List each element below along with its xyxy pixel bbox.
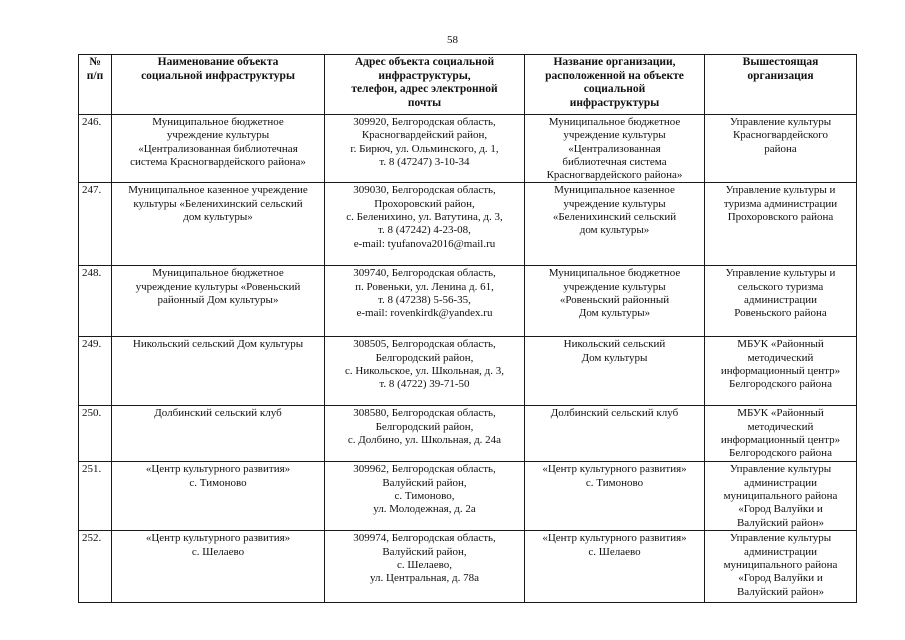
parent-organization-cell: Управление культуры и туризма администрации Прохоровского района: [705, 183, 857, 266]
table-header-row: [79, 55, 857, 115]
page-number: 58: [447, 34, 458, 46]
row-number: 250.: [79, 406, 112, 462]
row-number: 248.: [79, 266, 112, 337]
table-row: [79, 337, 857, 406]
organization-cell: Муниципальное бюджетное учреждение культуры «Ровеньский районный Дом культуры»: [525, 266, 705, 337]
organization-cell: Долбинский сельский клуб: [525, 406, 705, 462]
table-row: [79, 531, 857, 603]
parent-organization-cell: Управление культуры и сельского туризма администрации Ровеньского района: [705, 266, 857, 337]
address-cell: 308580, Белгородская область, Белгородский район, с. Долбино, ул. Школьная, д. 24а: [325, 406, 525, 462]
table-row: [79, 115, 857, 183]
header-number: № п/п: [79, 55, 112, 115]
parent-organization-cell: МБУК «Районный методический информационный центр» Белгородского района: [705, 337, 857, 406]
table-row: [79, 266, 857, 337]
address-cell: 309920, Белгородская область, Красногвардейский район, г. Бирюч, ул. Ольминского, д. 1, т. 8 (47247) 3-10-34: [325, 115, 525, 183]
table-row: [79, 462, 857, 531]
social-infrastructure-table: [78, 54, 857, 603]
address-cell: 308505, Белгородская область, Белгородский район, с. Никольское, ул. Школьная, д. 3, т. 8 (4722) 39-71-50: [325, 337, 525, 406]
header-address: Адрес объекта социальной инфраструктуры, телефон, адрес электронной почты: [325, 55, 525, 115]
object-name-cell: Муниципальное бюджетное учреждение культуры «Ровеньский районный Дом культуры»: [112, 266, 325, 337]
organization-cell: Муниципальное бюджетное учреждение культуры «Централизованная библиотечная система Красногвардейского района»: [525, 115, 705, 183]
header-organization: Название организации, расположенной на объекте социальной инфраструктуры: [525, 55, 705, 115]
address-cell: 309030, Белгородская область, Прохоровский район, с. Беленихино, ул. Ватутина, д. 3, т. 8 (47242) 4-23-08, e-mail: tyufanova2016@mail.ru: [325, 183, 525, 266]
object-name-cell: «Центр культурного развития» с. Шелаево: [112, 531, 325, 603]
header-object-name: Наименование объекта социальной инфраструктуры: [112, 55, 325, 115]
object-name-cell: Долбинский сельский клуб: [112, 406, 325, 462]
table-row: [79, 183, 857, 266]
row-number: 252.: [79, 531, 112, 603]
object-name-cell: Муниципальное бюджетное учреждение культуры «Централизованная библиотечная система Красногвардейского района»: [112, 115, 325, 183]
parent-organization-cell: Управление культуры администрации муниципального района «Город Валуйки и Валуйский район»: [705, 531, 857, 603]
organization-cell: Никольский сельский Дом культуры: [525, 337, 705, 406]
organization-cell: «Центр культурного развития» с. Шелаево: [525, 531, 705, 603]
address-cell: 309974, Белгородская область, Валуйский район, с. Шелаево, ул. Центральная, д. 78а: [325, 531, 525, 603]
parent-organization-cell: Управление культуры администрации муниципального района «Город Валуйки и Валуйский район»: [705, 462, 857, 531]
parent-organization-cell: Управление культуры Красногвардейского района: [705, 115, 857, 183]
row-number: 251.: [79, 462, 112, 531]
object-name-cell: «Центр культурного развития» с. Тимоново: [112, 462, 325, 531]
parent-organization-cell: МБУК «Районный методический информационный центр» Белгородского района: [705, 406, 857, 462]
organization-cell: Муниципальное казенное учреждение культуры «Беленихинский сельский дом культуры»: [525, 183, 705, 266]
row-number: 246.: [79, 115, 112, 183]
table-row: [79, 406, 857, 462]
row-number: 249.: [79, 337, 112, 406]
header-parent-organization: Вышестоящая организация: [705, 55, 857, 115]
row-number: 247.: [79, 183, 112, 266]
address-cell: 309962, Белгородская область, Валуйский район, с. Тимоново, ул. Молодежная, д. 2а: [325, 462, 525, 531]
object-name-cell: Муниципальное казенное учреждение культуры «Беленихинский сельский дом культуры»: [112, 183, 325, 266]
address-cell: 309740, Белгородская область, п. Ровеньки, ул. Ленина д. 61, т. 8 (47238) 5-56-35, e-mail: rovenkirdk@yandex.ru: [325, 266, 525, 337]
object-name-cell: Никольский сельский Дом культуры: [112, 337, 325, 406]
organization-cell: «Центр культурного развития» с. Тимоново: [525, 462, 705, 531]
